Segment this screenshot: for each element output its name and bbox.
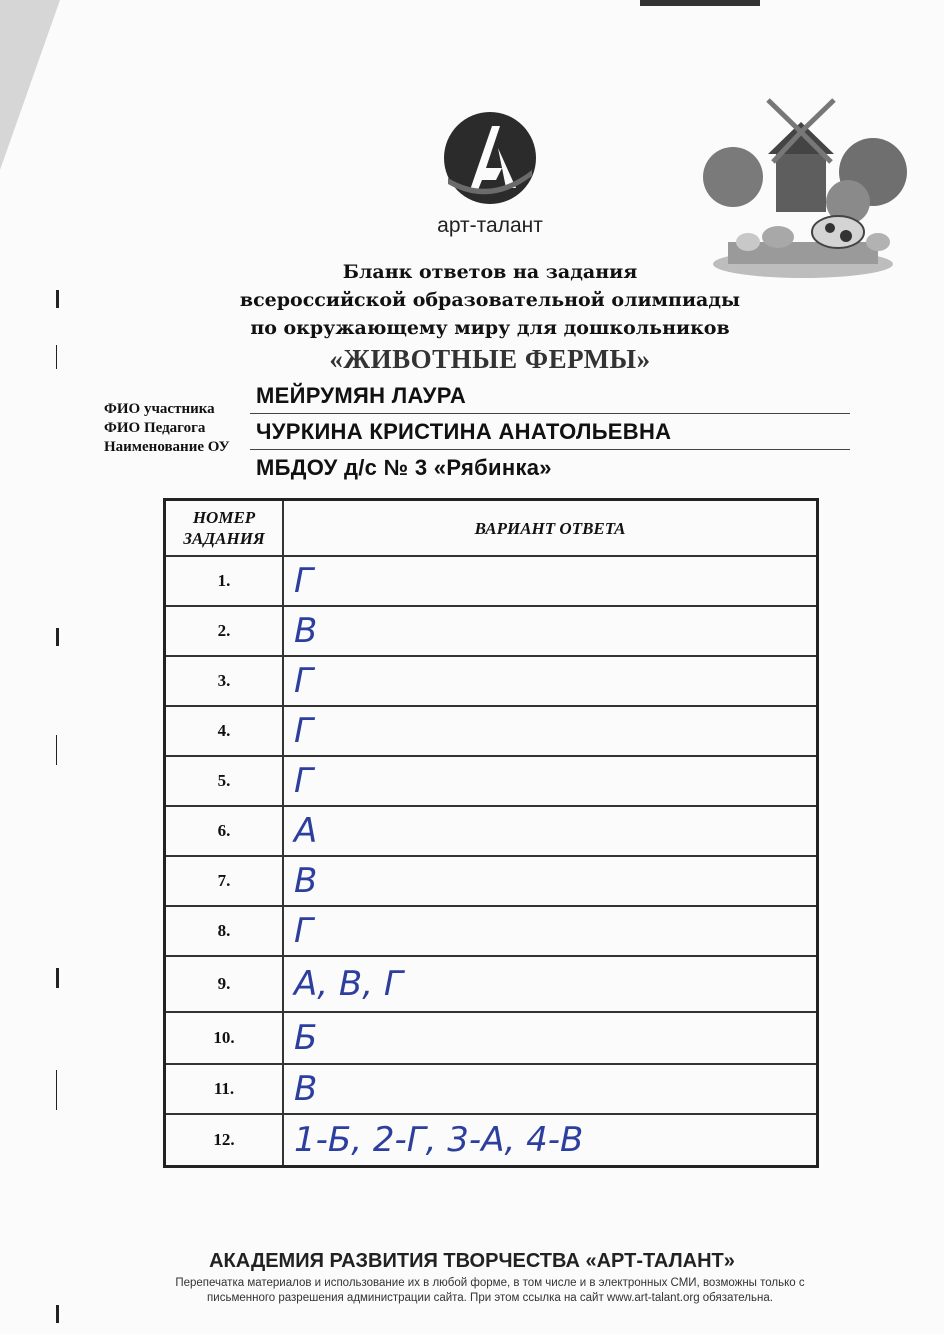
answer-cell: В	[283, 1064, 818, 1114]
answer-cell: Г	[283, 756, 818, 806]
table-row	[165, 956, 818, 1012]
school-label: Наименование ОУ	[104, 439, 230, 455]
heading-line-2: всероссийской образовательной олимпиады	[239, 289, 741, 311]
task-number: 11.	[165, 1064, 284, 1114]
table-row	[165, 656, 818, 706]
table-header-row	[165, 500, 818, 557]
participant-label: ФИО участника	[104, 401, 215, 417]
table-row	[165, 556, 818, 606]
field-labels	[104, 400, 230, 457]
table-row	[165, 856, 818, 906]
scan-edge	[640, 0, 760, 6]
folded-corner	[0, 0, 60, 170]
task-number: 3.	[165, 656, 284, 706]
table-row	[165, 806, 818, 856]
table-row	[165, 1114, 818, 1166]
header-number-line-2: ЗАДАНИЯ	[183, 529, 265, 548]
brand-name: арт-талант	[437, 214, 543, 237]
task-number: 2.	[165, 606, 284, 656]
footer-note	[120, 1276, 860, 1306]
table-row	[165, 706, 818, 756]
participant-field: МЕЙРУМЯН ЛАУРА	[250, 378, 850, 414]
heading-line-3: по окружающему миру для дошкольников	[250, 317, 730, 339]
task-number: 4.	[165, 706, 284, 756]
answer-cell: Г	[283, 906, 818, 956]
form-fields	[250, 378, 850, 485]
task-number: 9.	[165, 956, 284, 1012]
answers-table	[163, 498, 819, 1168]
heading-line-1: Бланк ответов на задания	[342, 261, 638, 283]
answer-cell: А	[283, 806, 818, 856]
olympiad-title: «ЖИВОТНЫЕ ФЕРМЫ»	[329, 344, 651, 374]
table-row	[165, 1064, 818, 1114]
art-talant-logo-icon	[440, 108, 540, 208]
teacher-field: ЧУРКИНА КРИСТИНА АНАТОЛЬЕВНА	[250, 414, 850, 450]
answer-cell: Г	[283, 706, 818, 756]
header-number-line-1: НОМЕР	[192, 508, 256, 527]
footer-note-line-2: письменного разрешения администрации сайта. При этом ссылка на сайт www.art-talant.org обязательна.	[207, 1292, 773, 1304]
table-row	[165, 606, 818, 656]
table-row	[165, 756, 818, 806]
task-number: 6.	[165, 806, 284, 856]
task-number: 12.	[165, 1114, 284, 1166]
task-number: 1.	[165, 556, 284, 606]
footer-note-line-1: Перепечатка материалов и использование их в любой форме, в том числе и в электронных СМИ, возможны только с	[175, 1277, 805, 1289]
teacher-label: ФИО Педагога	[104, 420, 206, 436]
task-number: 5.	[165, 756, 284, 806]
answer-cell: 1-Б, 2-Г, 3-А, 4-В	[283, 1114, 818, 1166]
school-field: МБДОУ д/с № 3 «Рябинка»	[256, 455, 552, 480]
header-number	[165, 500, 284, 557]
answer-cell: А, В, Г	[283, 956, 818, 1012]
answer-cell: Г	[283, 556, 818, 606]
answer-cell: Б	[283, 1012, 818, 1064]
task-number: 8.	[165, 906, 284, 956]
task-number: 10.	[165, 1012, 284, 1064]
table-row	[165, 1012, 818, 1064]
task-number: 7.	[165, 856, 284, 906]
answer-cell: В	[283, 606, 818, 656]
table-row	[165, 906, 818, 956]
header-answer: ВАРИАНТ ОТВЕТА	[283, 500, 818, 557]
footer-title: АКАДЕМИЯ РАЗВИТИЯ ТВОРЧЕСТВА «АРТ-ТАЛАНТ»	[209, 1250, 735, 1272]
form-heading	[150, 258, 830, 376]
answer-cell: Г	[283, 656, 818, 706]
answer-cell: В	[283, 856, 818, 906]
